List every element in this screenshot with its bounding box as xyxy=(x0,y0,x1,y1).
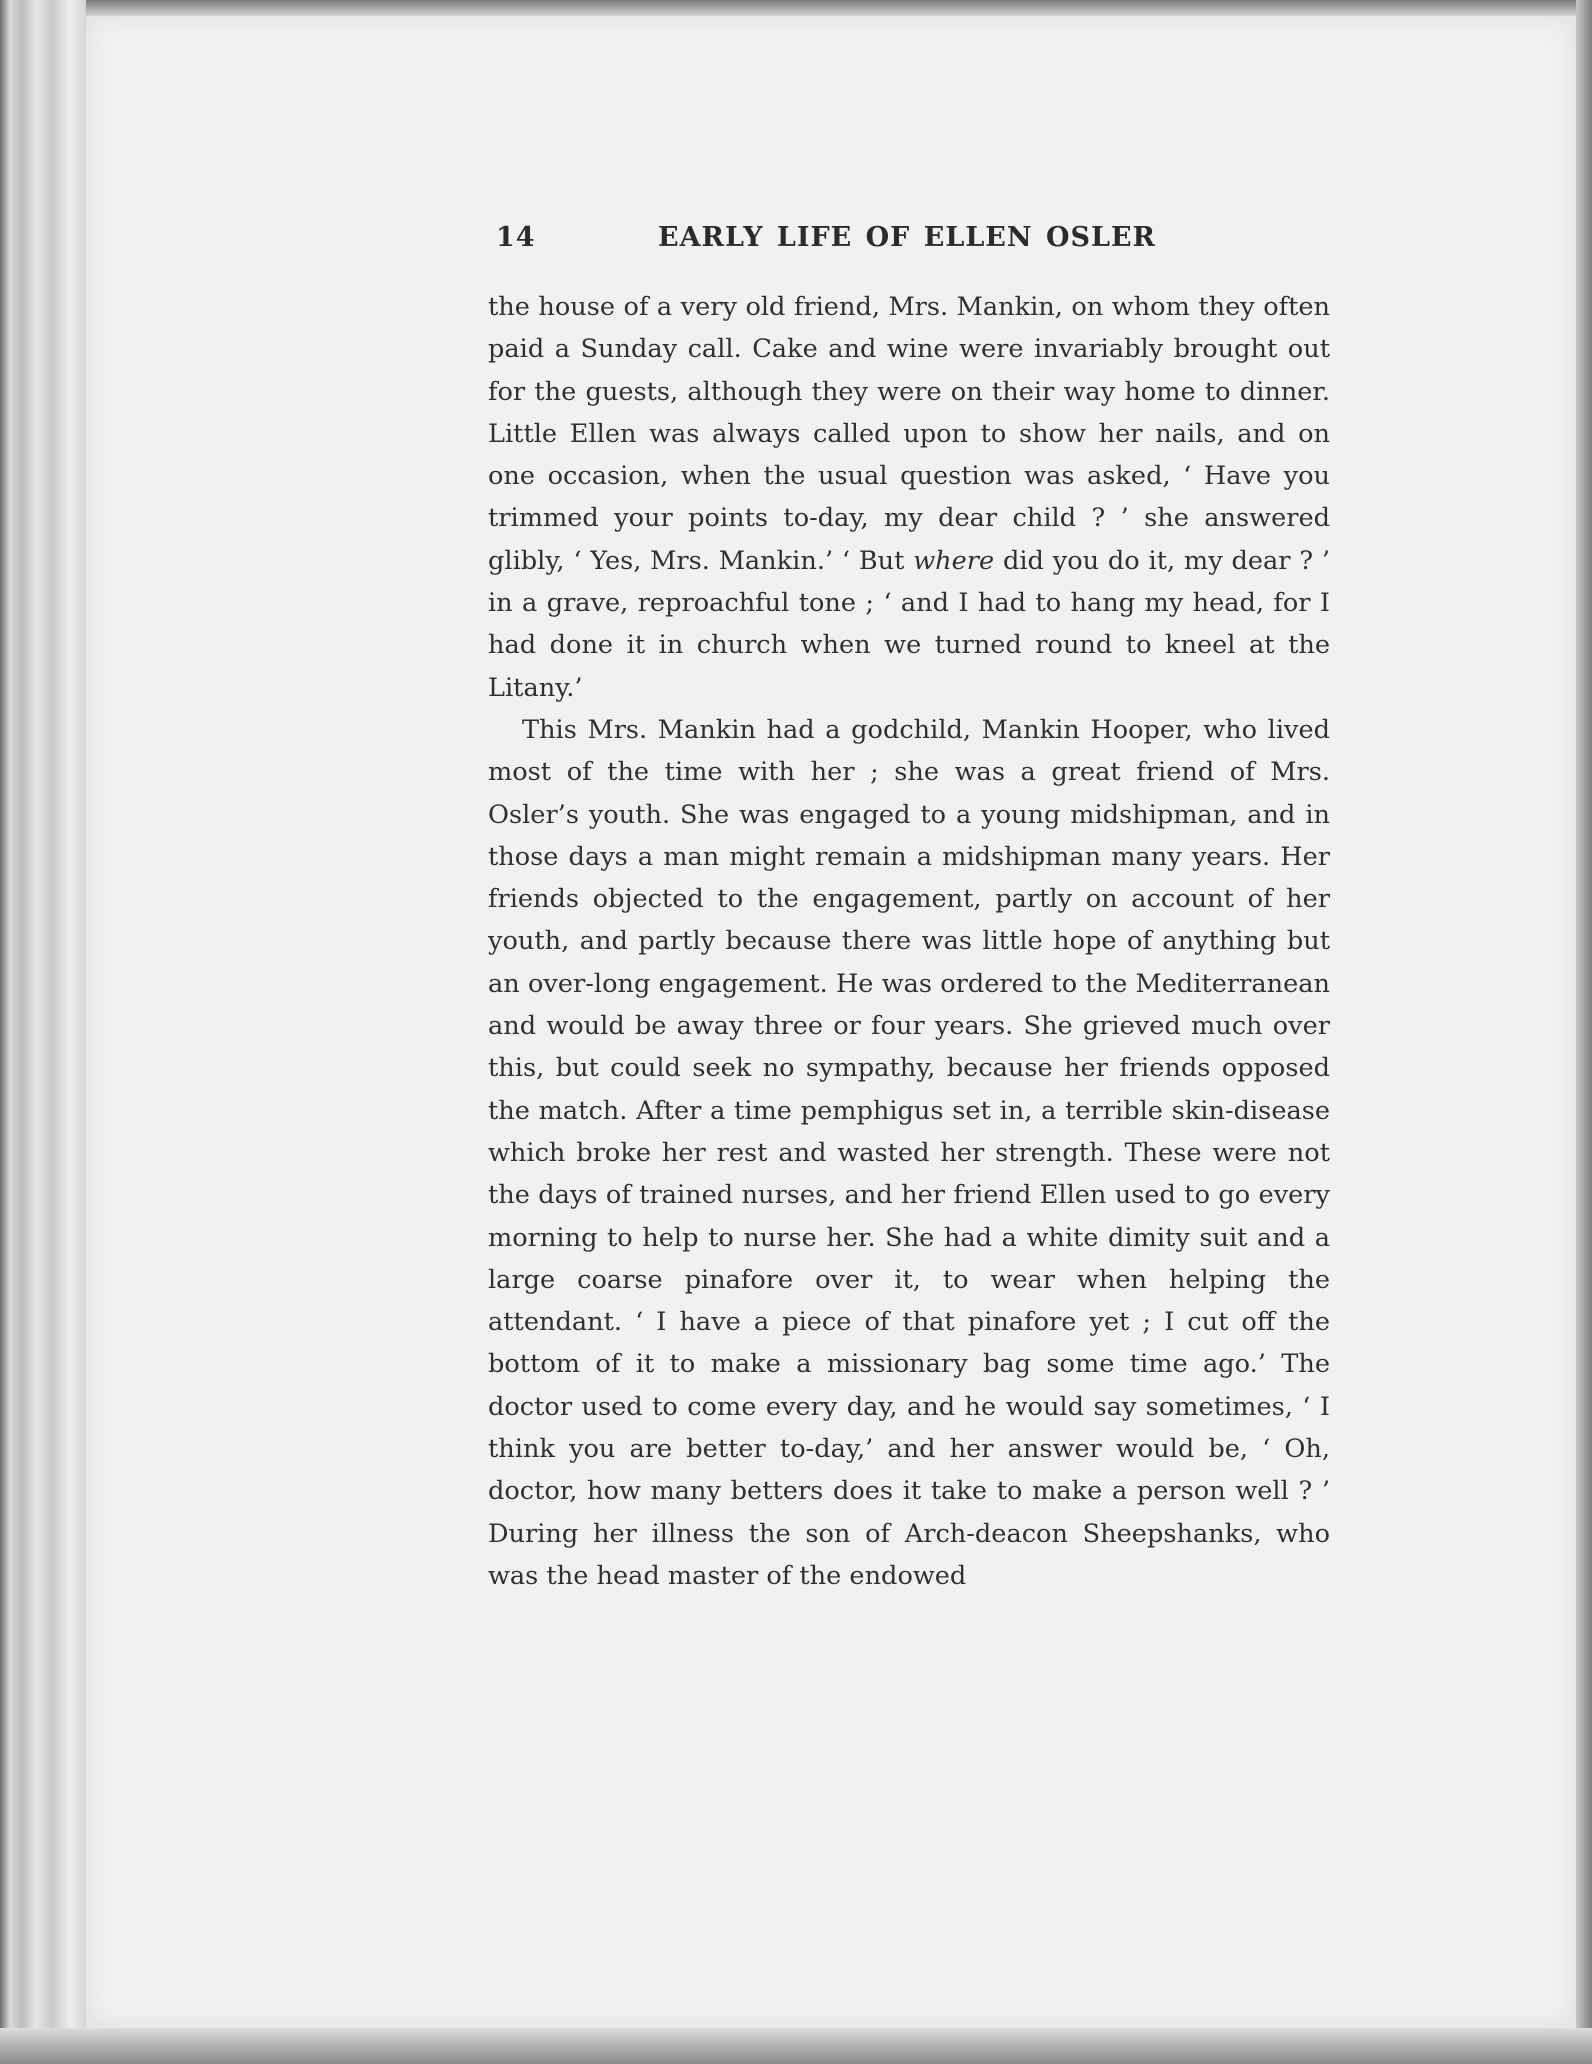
book-spine xyxy=(0,0,86,2064)
paragraph-1-part-2: did you do it, my dear ? ’ in a grave, reproachful tone ; ‘ and I had to hang my head, for I had done it in church when we turned round to kneel at the Litany.’ xyxy=(488,545,1330,703)
paragraph-1-italic: where xyxy=(913,545,995,576)
page-bottom-edge xyxy=(0,2028,1592,2064)
page-number: 14 xyxy=(496,222,536,253)
running-head xyxy=(496,222,1332,266)
paragraph-2: This Mrs. Mankin had a godchild, Mankin Hooper, who lived most of the time with her ; she was a great friend of Mrs. Osler’s youth. She was engaged to a young midshipman, and in those days a man might remain a midshipman many years. Her friends objected to the engagement, partly on account of her youth, and partly because there was little hope of anything but an over-long engagement. He was ordered to the Mediterranean and would be away three or four years. She grieved much over this, but could seek no sympathy, because her friends opposed the match. After a time pemphigus set in, a terrible skin-disease which broke her rest and wasted her strength. These were not the days of trained nurses, and her friend Ellen used to go every morning to help to nurse her. She had a white dimity suit and a large coarse pinafore over it, to wear when helping the attendant. ‘ I have a piece of that pinafore yet ; I cut off the bottom of it to make a missionary bag some time ago.’ The doctor used to come every day, and he would say sometimes, ‘ I think you are better to-day,’ and her answer would be, ‘ Oh, doctor, how many betters does it take to make a person well ? ’ During her illness the son of Arch-deacon Sheepshanks, who was the head master of the endowed xyxy=(488,714,1330,1591)
paragraph-1 xyxy=(488,286,1330,709)
paragraph-1-part-1: the house of a very old friend, Mrs. Mankin, on whom they often paid a Sunday call. Cake and wine were invariably brought out for the guests, although they were on their way home to dinner. Little Ellen was always called upon to show her nails, and on one occasion, when the usual question was asked, ‘ Have you trimmed your points to-day, my dear child ? ’ she answered glibly, ‘ Yes, Mrs. Mankin.’ ‘ But xyxy=(488,292,1330,576)
running-title: EARLY LIFE OF ELLEN OSLER xyxy=(658,222,1156,253)
page-top-edge xyxy=(0,0,1592,16)
page-right-edge xyxy=(1576,0,1592,2064)
body-text xyxy=(488,286,1330,1597)
